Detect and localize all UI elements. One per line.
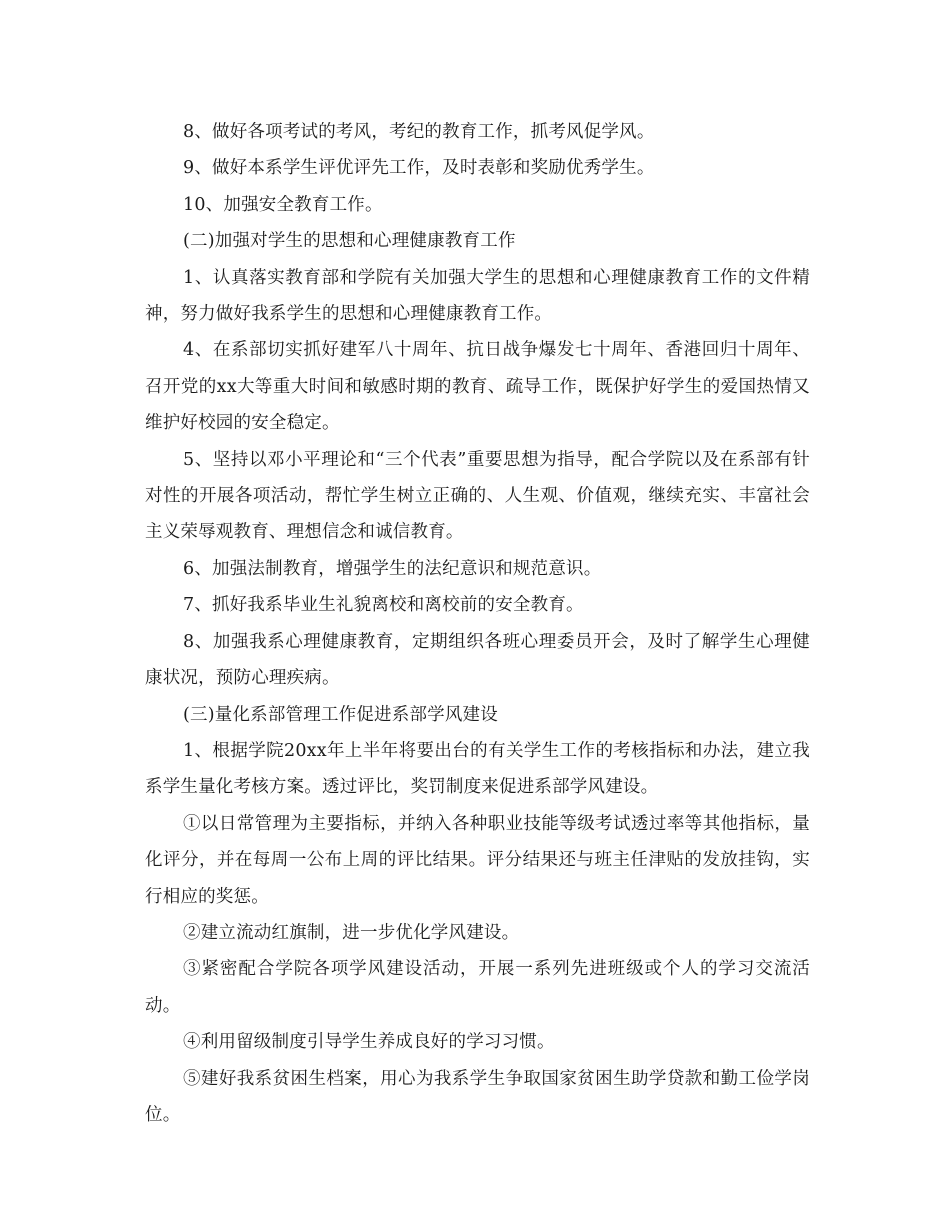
paragraph-item-10-safety: 10、加强安全教育工作。 — [183, 194, 383, 215]
document-body — [145, 114, 810, 1133]
paragraph-item-7-graduates: 7、抓好我系毕业生礼貌离校和离校前的安全教育。 — [183, 595, 584, 616]
paragraph-item-4-events: 4、在系部切实抓好建军八十周年、抗日战争爆发七十周年、香港回归十周年、召开党的xx大等重大时间和敏感时期的教育、疏导工作，既保护好学生的爱国热情又维护好校园的安全稳定。 — [145, 340, 810, 434]
paragraph-item-1-assessment: 1、根据学院20xx年上半年将要出台的有关学生工作的考核指标和办法，建立我系学生量化考核方案。透过评比，奖罚制度来促进系部学风建设。 — [145, 740, 810, 798]
paragraph-circled-2: ②建立流动红旗制，进一步优化学风建设。 — [183, 922, 520, 943]
paragraph-circled-5: ⑤建好我系贫困生档案，用心为我系学生争取国家贫困生助学贷款和勤工俭学岗位。 — [145, 1068, 810, 1125]
section-heading-2: (二)加强对学生的思想和心理健康教育工作 — [183, 231, 516, 252]
paragraph-item-8-mental-health: 8、加强我系心理健康教育，定期组织各班心理委员开会，及时了解学生心理健康状况，预防心理疾病。 — [145, 631, 810, 689]
paragraph-item-5-guidance: 5、坚持以邓小平理论和“三个代表”重要思想为指导，配合学院以及在系部有针对性的开展各项活动，帮忙学生树立正确的、人生观、价值观，继续充实、丰富社会主义荣辱观教育、理想信念和诚信教育。 — [145, 449, 810, 543]
paragraph-item-1-policy: 1、认真落实教育部和学院有关加强大学生的思想和心理健康教育工作的文件精神，努力做好我系学生的思想和心理健康教育工作。 — [145, 267, 810, 325]
paragraph-circled-3: ③紧密配合学院各项学风建设活动，开展一系列先进班级或个人的学习交流活动。 — [145, 959, 810, 1016]
paragraph-circled-1: ①以日常管理为主要指标，并纳入各种职业技能等级考试透过率等其他指标，量化评分，并在每周一公布上周的评比结果。评分结果还与班主任津贴的发放挂钩，实行相应的奖惩。 — [145, 813, 810, 907]
paragraph-circled-4: ④利用留级制度引导学生养成良好的学习习惯。 — [183, 1032, 555, 1053]
paragraph-item-9-awards: 9、做好本系学生评优评先工作，及时表彰和奖励优秀学生。 — [183, 158, 655, 179]
paragraph-item-8-exam: 8、做好各项考试的考风，考纪的教育工作，抓考风促学风。 — [183, 122, 655, 142]
section-heading-3: (三)量化系部管理工作促进系部学风建设 — [183, 704, 498, 725]
paragraph-item-6-law: 6、加强法制教育，增强学生的法纪意识和规范意识。 — [183, 558, 602, 579]
